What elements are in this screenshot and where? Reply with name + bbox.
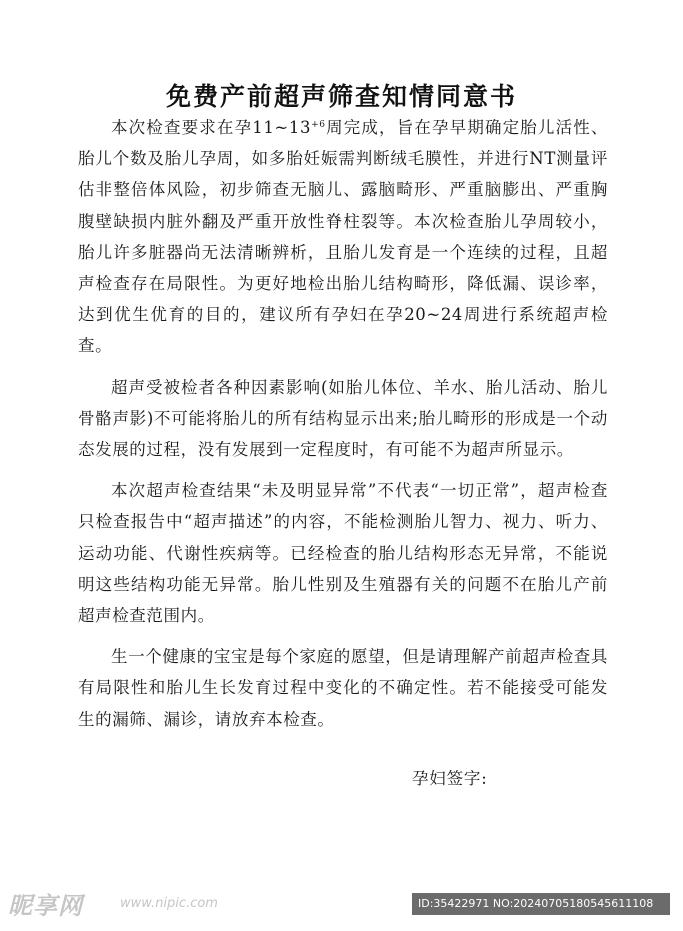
paragraph-result-meaning: 本次超声检查结果“未及明显异常”不代表“一切正常”，超声检查只检查报告中“超声描述”的内容，不能检测胎儿智力、视力、听力、运动功能、代谢性疾病等。已经检查的胎儿结构形态无异常，不能说明这些结构功能无异常。胎儿性别及生殖器有关的问题不在胎儿产前超声检查范围内。 <box>78 481 608 626</box>
paragraph-1-rest: 周完成，旨在孕早期确定胎儿活性、胎儿个数及胎儿孕周，如多胎妊娠需判断绒毛膜性，并进行NT测量评估非整倍体风险，初步筛查无脑儿、露脑畸形、严重脑膨出、严重胸腹壁缺损内脏外翻及严重开放性脊柱裂等。本次检查胎儿孕周较小，胎儿许多脏器尚无法清晰辨析，且胎儿发育是一个连续的过程，且超声检查存在局限性。为更好地检出胎儿结构畸形，降低漏、误诊率，达到优生优育的目的，建议所有孕妇在孕20~24周进行系统超声检查。 <box>78 118 608 356</box>
document-body <box>78 112 608 745</box>
paragraph-1-superscript: +6 <box>311 120 326 130</box>
paragraph-ultrasound-limits: 超声受被检者各种因素影响(如胎儿体位、羊水、胎儿活动、胎儿骨骼声影)不可能将胎儿的所有结构显示出来;胎儿畸形的形成是一个动态发展的过程，没有发展到一定程度时，有可能不为超声所显示。 <box>78 377 608 460</box>
signature-label: 孕妇签字: <box>412 769 488 788</box>
paragraph-exam-timing <box>78 112 608 362</box>
watermark-url: www.nipic.com <box>120 896 218 911</box>
paragraph-consent-statement: 生一个健康的宝宝是每个家庭的愿望，但是请理解产前超声检查具有局限性和胎儿生长发育过程中变化的不确定性。若不能接受可能发生的漏筛、漏诊，请放弃本检查。 <box>78 647 608 729</box>
paragraph-1-start: 本次检查要求在孕11~13 <box>111 118 312 137</box>
image-id-bar: ID:35422971 NO:20240705180545611108 <box>412 893 670 915</box>
page-title: 免费产前超声筛查知情同意书 <box>165 81 517 111</box>
watermark-logo: 昵享网 <box>8 892 83 920</box>
